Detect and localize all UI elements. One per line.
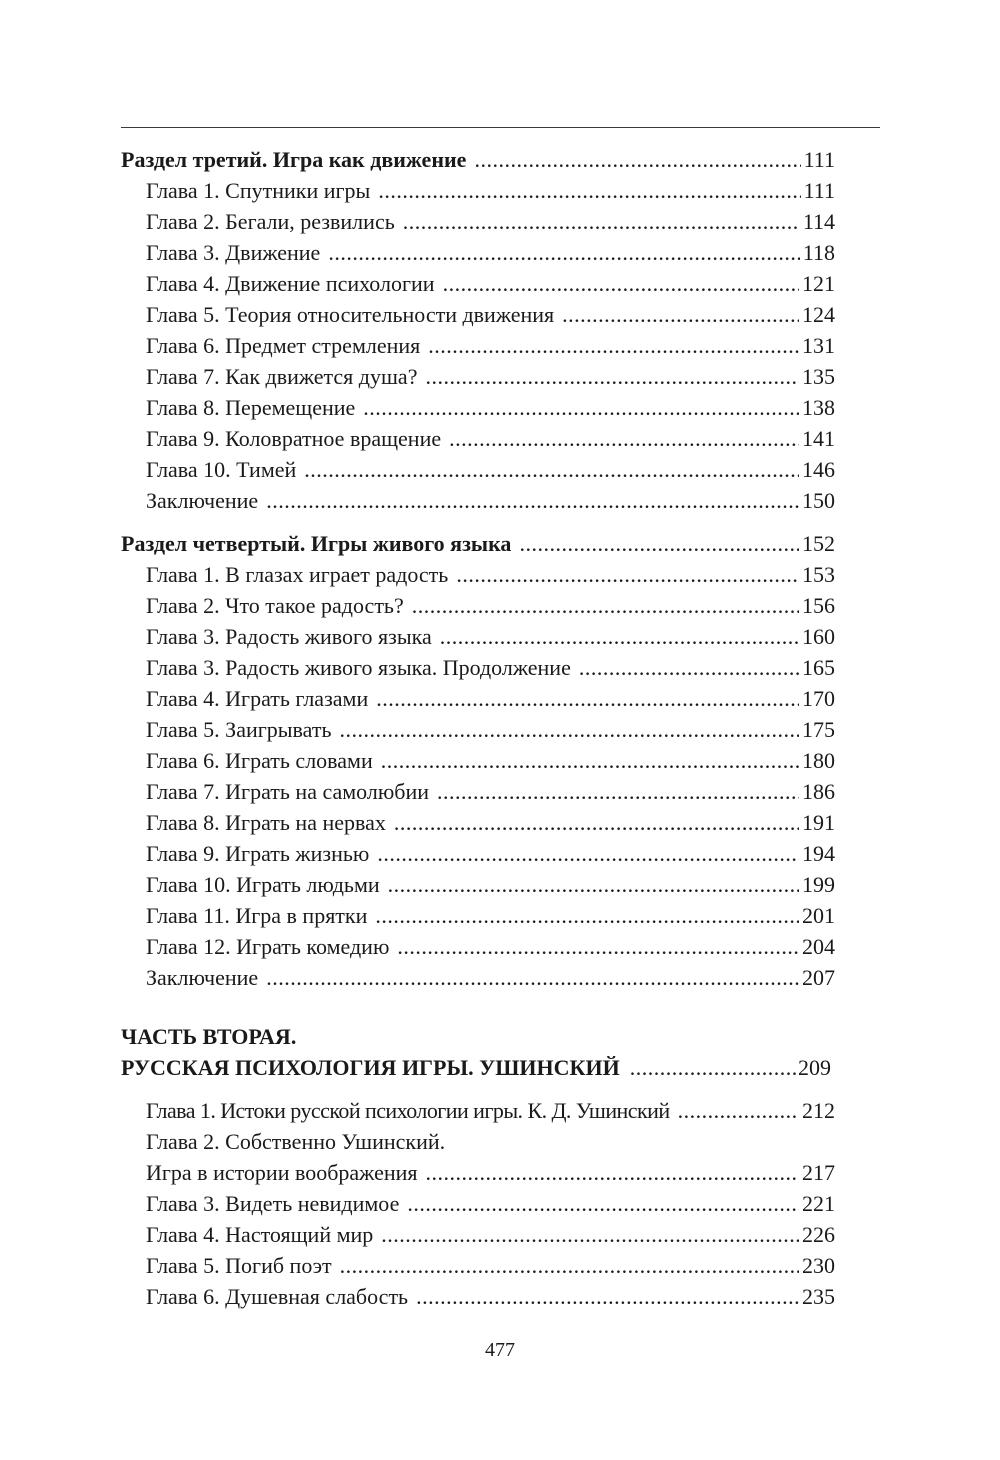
page-ref: 212 <box>802 1098 835 1123</box>
toc-entry <box>121 268 835 299</box>
entry-title: Глава 5. Заигрывать <box>146 717 332 742</box>
leader-dots <box>440 621 799 652</box>
page-ref: 230 <box>802 1253 835 1278</box>
page-ref: 175 <box>802 717 835 742</box>
toc-entry <box>121 361 835 392</box>
page-ref: 170 <box>802 686 835 711</box>
leader-dots <box>376 683 799 714</box>
toc-entry <box>121 838 835 869</box>
entry-title: Глава 7. Играть на самолюбии <box>146 779 430 804</box>
page-ref: 207 <box>802 965 835 990</box>
section-heading-4 <box>121 528 835 559</box>
entry-title: Глава 3. Движение <box>146 240 321 265</box>
page-number: 477 <box>485 1339 515 1361</box>
toc-entry <box>121 299 835 330</box>
leader-dots <box>562 299 799 330</box>
toc-entry <box>121 590 835 621</box>
page-ref: 199 <box>802 872 835 897</box>
page-ref: 226 <box>802 1222 835 1247</box>
toc-entry <box>121 807 835 838</box>
leader-dots <box>381 1219 799 1250</box>
page-ref: 121 <box>802 271 835 296</box>
spacer <box>121 516 835 528</box>
toc-entry <box>121 206 835 237</box>
leader-dots <box>403 206 800 237</box>
leader-dots <box>394 807 799 838</box>
entry-title: Глава 1. В глазах играет радость <box>146 562 449 587</box>
toc-entry <box>121 175 835 206</box>
entry-title: Глава 10. Тимей <box>146 457 297 482</box>
toc-entry <box>121 1126 835 1157</box>
section-title: Раздел четвертый. Игры живого языка <box>121 531 512 556</box>
leader-dots <box>449 423 799 454</box>
entry-title: Глава 6. Играть словами <box>146 748 373 773</box>
page-ref: 186 <box>802 779 835 804</box>
entry-title: Глава 3. Радость живого языка. Продолжение <box>146 655 571 680</box>
leader-dots <box>426 1157 799 1188</box>
page-ref: 152 <box>802 531 835 556</box>
leader-dots <box>388 869 799 900</box>
page-ref: 165 <box>802 655 835 680</box>
leader-dots <box>428 330 799 361</box>
leader-dots <box>266 485 799 516</box>
page-ref: 235 <box>802 1284 835 1309</box>
leader-dots <box>416 1281 799 1312</box>
entry-title: Глава 6. Предмет стремления <box>146 333 421 358</box>
entry-title: Глава 8. Перемещение <box>146 395 356 420</box>
toc-entry <box>121 1095 835 1126</box>
entry-title: Заключение <box>146 965 259 990</box>
entry-title: Игра в истории воображения <box>146 1160 418 1185</box>
page-ref: 209 <box>798 1055 831 1080</box>
leader-dots <box>266 962 799 993</box>
entry-title: Глава 1. Истоки русской психологии игры. К. Д. Ушинский <box>146 1098 670 1123</box>
toc-entry <box>121 869 835 900</box>
page-ref: 114 <box>802 209 835 234</box>
entry-title: Глава 4. Движение психологии <box>146 271 435 296</box>
leader-dots <box>425 361 799 392</box>
leader-dots <box>412 590 799 621</box>
leader-dots <box>377 838 799 869</box>
part-heading-line2 <box>121 1052 831 1083</box>
page-ref: 141 <box>802 426 835 451</box>
entry-title: Глава 10. Играть людьми <box>146 872 380 897</box>
page-ref: 217 <box>802 1160 835 1185</box>
toc-entry <box>121 745 835 776</box>
entry-title: Глава 9. Коловратное вращение <box>146 426 442 451</box>
page-ref: 111 <box>803 178 835 203</box>
leader-dots <box>474 144 800 175</box>
page-ref: 201 <box>802 903 835 928</box>
toc-entry <box>121 1219 835 1250</box>
leader-dots <box>304 454 799 485</box>
toc-entry <box>121 1188 835 1219</box>
entry-title: Глава 2. Бегали, резвились <box>146 209 395 234</box>
toc-entry <box>121 392 835 423</box>
entry-title: Глава 12. Играть комедию <box>146 934 390 959</box>
page-ref: 180 <box>802 748 835 773</box>
toc-entry <box>121 776 835 807</box>
leader-dots <box>363 392 799 423</box>
toc-entry <box>121 330 835 361</box>
entry-title: Глава 4. Играть глазами <box>146 686 369 711</box>
toc-entry <box>121 237 835 268</box>
part-heading-line1: ЧАСТЬ ВТОРАЯ. <box>121 1024 297 1049</box>
leader-dots <box>407 1188 799 1219</box>
spacer <box>121 993 835 1021</box>
leader-dots <box>328 237 799 268</box>
leader-dots <box>437 776 799 807</box>
part-title: РУССКАЯ ПСИХОЛОГИЯ ИГРЫ. УШИНСКИЙ <box>121 1055 620 1080</box>
section-heading-3 <box>121 144 835 175</box>
entry-title: Глава 5. Теория относительности движения <box>146 302 555 327</box>
page-ref: 138 <box>802 395 835 420</box>
entry-title: Глава 4. Настоящий мир <box>146 1222 374 1247</box>
entry-title: Глава 1. Спутники игры <box>146 178 371 203</box>
page-ref: 150 <box>802 488 835 513</box>
entry-title: Глава 2. Собственно Ушинский. <box>146 1129 446 1154</box>
entry-title: Глава 8. Играть на нервах <box>146 810 386 835</box>
page-ref: 153 <box>802 562 835 587</box>
toc-entry <box>121 1157 835 1188</box>
toc-entry <box>121 621 835 652</box>
toc-entry <box>121 454 835 485</box>
toc-entry <box>121 962 835 993</box>
page-ref: 118 <box>802 240 835 265</box>
leader-dots <box>397 931 799 962</box>
entry-title: Глава 3. Видеть невидимое <box>146 1191 400 1216</box>
leader-dots <box>375 900 799 931</box>
leader-dots <box>456 559 799 590</box>
leader-dots <box>519 528 799 559</box>
page-ref: 194 <box>802 841 835 866</box>
leader-dots <box>630 1052 798 1083</box>
page-ref: 146 <box>802 457 835 482</box>
entry-title: Заключение <box>146 488 259 513</box>
page-ref: 221 <box>802 1191 835 1216</box>
page-ref: 160 <box>802 624 835 649</box>
toc-entry <box>121 1250 835 1281</box>
entry-title: Глава 6. Душевная слабость <box>146 1284 409 1309</box>
entry-title: Глава 2. Что такое радость? <box>146 593 404 618</box>
table-of-contents <box>121 144 835 1312</box>
spacer <box>121 1083 835 1095</box>
leader-dots <box>378 175 800 206</box>
top-rule <box>121 127 880 128</box>
leader-dots <box>579 652 799 683</box>
toc-entry <box>121 652 835 683</box>
toc-entry <box>121 559 835 590</box>
section-title: Раздел третий. Игра как движение <box>121 147 467 172</box>
toc-entry <box>121 683 835 714</box>
page-ref: 131 <box>802 333 835 358</box>
leader-dots <box>340 1250 799 1281</box>
entry-title: Глава 7. Как движется душа? <box>146 364 418 389</box>
entry-title: Глава 3. Радость живого языка <box>146 624 432 649</box>
entry-title: Глава 9. Играть жизнью <box>146 841 370 866</box>
entry-title: Глава 5. Погиб поэт <box>146 1253 332 1278</box>
entry-title: Глава 11. Игра в прятки <box>146 903 368 928</box>
toc-entry <box>121 714 835 745</box>
leader-dots <box>381 745 799 776</box>
leader-dots <box>339 714 799 745</box>
toc-entry <box>121 1281 835 1312</box>
leader-dots <box>678 1095 799 1126</box>
toc-entry <box>121 931 835 962</box>
toc-entry <box>121 423 835 454</box>
page-ref: 204 <box>802 934 835 959</box>
page-ref: 135 <box>802 364 835 389</box>
page-ref: 191 <box>802 810 835 835</box>
leader-dots <box>443 268 799 299</box>
toc-entry <box>121 485 835 516</box>
page-ref: 111 <box>803 147 835 172</box>
page-ref: 156 <box>802 593 835 618</box>
toc-entry <box>121 900 835 931</box>
page-ref: 124 <box>802 302 835 327</box>
